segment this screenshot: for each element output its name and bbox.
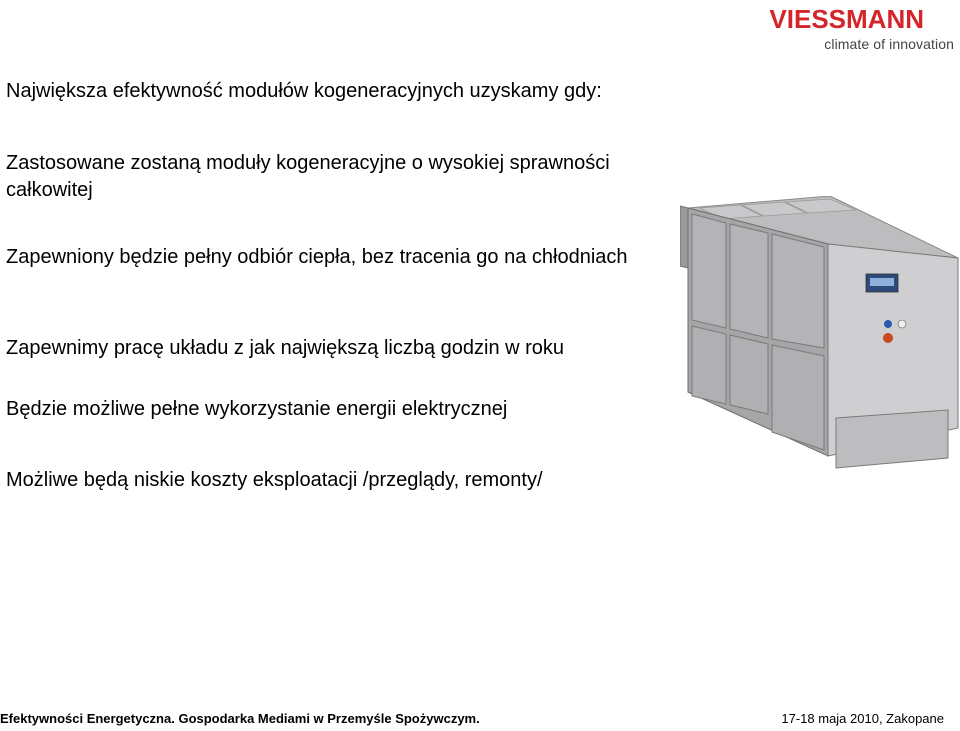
bullet-point-1: Zastosowane zostaną moduły kogeneracyjne o wysokiej sprawności całkowitej [6,152,610,201]
logo-tagline: climate of innovation [824,36,954,52]
bullet-point-3: Zapewnimy pracę układu z jak największą liczbą godzin w roku [6,337,565,359]
cogeneration-module-image [680,196,960,488]
bullet-point-2: Zapewniony będzie pełny odbiór ciepła, bez tracenia go na chłodniach [6,246,628,268]
slide-footer [0,709,960,731]
footer-event-title: Efektywności Energetyczna. Gospodarka Mediami w Przemyśle Spożywczym. [0,711,480,726]
footer-date-location: 17-18 maja 2010, Zakopane [781,711,944,726]
logo-brand: VIESSMANN [769,4,924,34]
bullet-point-5: Możliwe będą niskie koszty eksploatacji /przeglądy, remonty/ [6,469,543,491]
viessmann-logo [766,4,956,52]
slide-title: Największa efektywność modułów kogeneracyjnych uzyskamy gdy: [6,80,602,102]
bullet-point-4: Będzie możliwe pełne wykorzystanie energii elektrycznej [6,398,508,420]
